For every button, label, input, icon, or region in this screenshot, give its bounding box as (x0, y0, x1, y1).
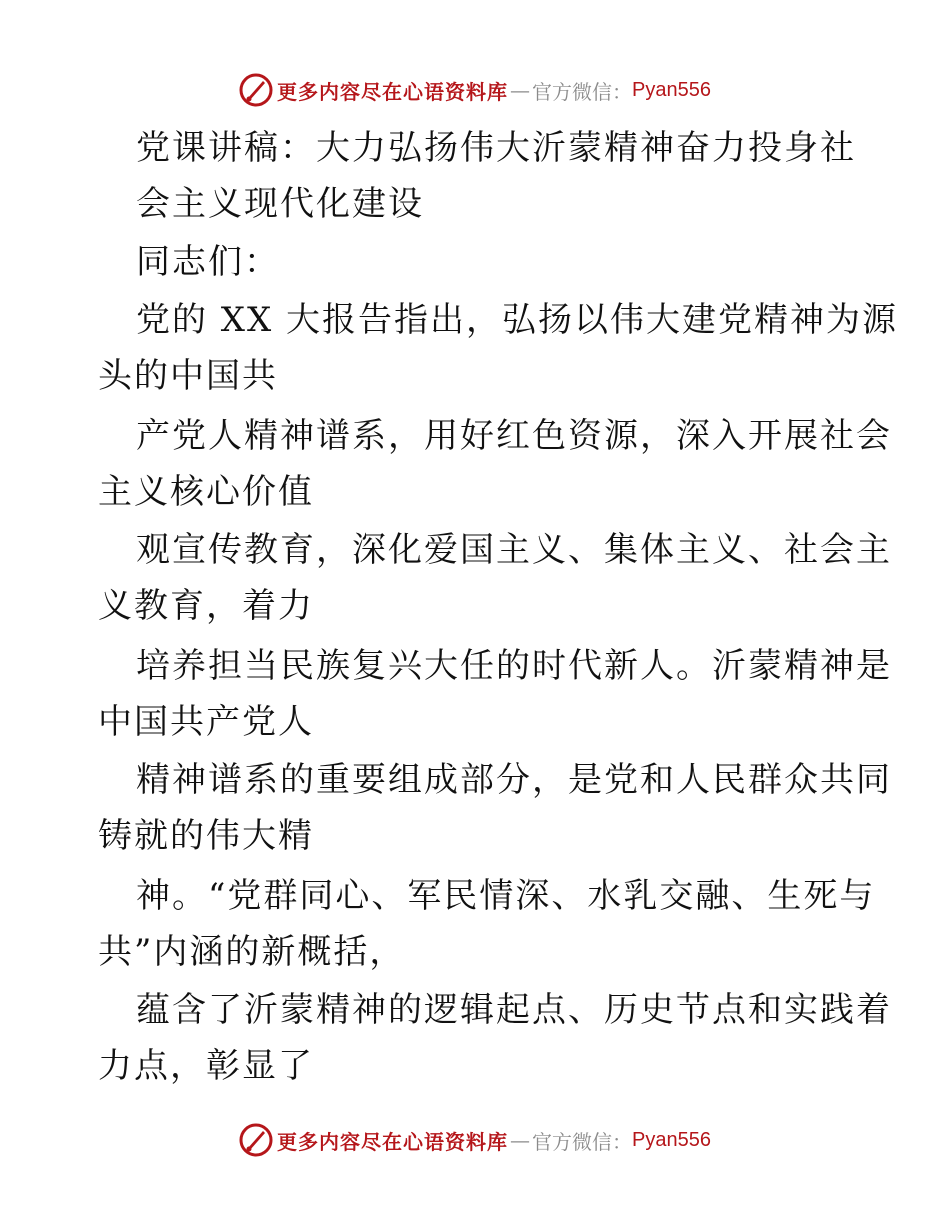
paragraph-line: 头的中国共 (98, 356, 278, 396)
paragraph-line: 力点，彰显了 (98, 1046, 314, 1086)
document-title-line-2: 会主义现代化建设 (136, 184, 424, 224)
banner-site-text: 更多内容尽在心语资料库 (277, 79, 509, 104)
paragraph-line: 观宣传教育，深化爱国主义、集体主义、社会主 (136, 530, 892, 570)
salutation: 同志们： (136, 242, 280, 282)
paragraph-line: 精神谱系的重要组成部分，是党和人民群众共同 (136, 760, 892, 800)
banner-site-text: 更多内容尽在心语资料库 (277, 1129, 509, 1154)
banner-wechat-id: Pyan556 (632, 78, 711, 101)
quill-logo-icon (239, 73, 273, 107)
paragraph-line: 培养担当民族复兴大任的时代新人。沂蒙精神是 (136, 646, 892, 686)
banner-dash: — (510, 1128, 531, 1152)
paragraph-line: 共”内涵的新概括， (98, 932, 406, 972)
banner-wechat-label: 官方微信： (532, 1129, 633, 1154)
document-title-line-1: 党课讲稿：大力弘扬伟大沂蒙精神奋力投身社 (136, 128, 856, 168)
quill-logo-icon (239, 1123, 273, 1157)
banner-wechat-label: 官方微信： (532, 79, 633, 104)
banner-wechat-id: Pyan556 (632, 1128, 711, 1151)
paragraph-line: 义教育，着力 (98, 586, 314, 626)
banner-dash: — (510, 78, 531, 102)
paragraph-line: 神。“党群同心、军民情深、水乳交融、生死与 (136, 876, 876, 916)
footer-banner (0, 1120, 950, 1160)
header-banner (0, 70, 950, 110)
paragraph-line: 产党人精神谱系，用好红色资源，深入开展社会 (136, 416, 892, 456)
paragraph-line: 党的 XX 大报告指出，弘扬以伟大建党精神为源 (136, 300, 899, 340)
paragraph-line: 中国共产党人 (98, 702, 314, 742)
paragraph-line: 铸就的伟大精 (98, 816, 314, 856)
paragraph-line: 主义核心价值 (98, 472, 314, 512)
paragraph-line: 蕴含了沂蒙精神的逻辑起点、历史节点和实践着 (136, 990, 892, 1030)
